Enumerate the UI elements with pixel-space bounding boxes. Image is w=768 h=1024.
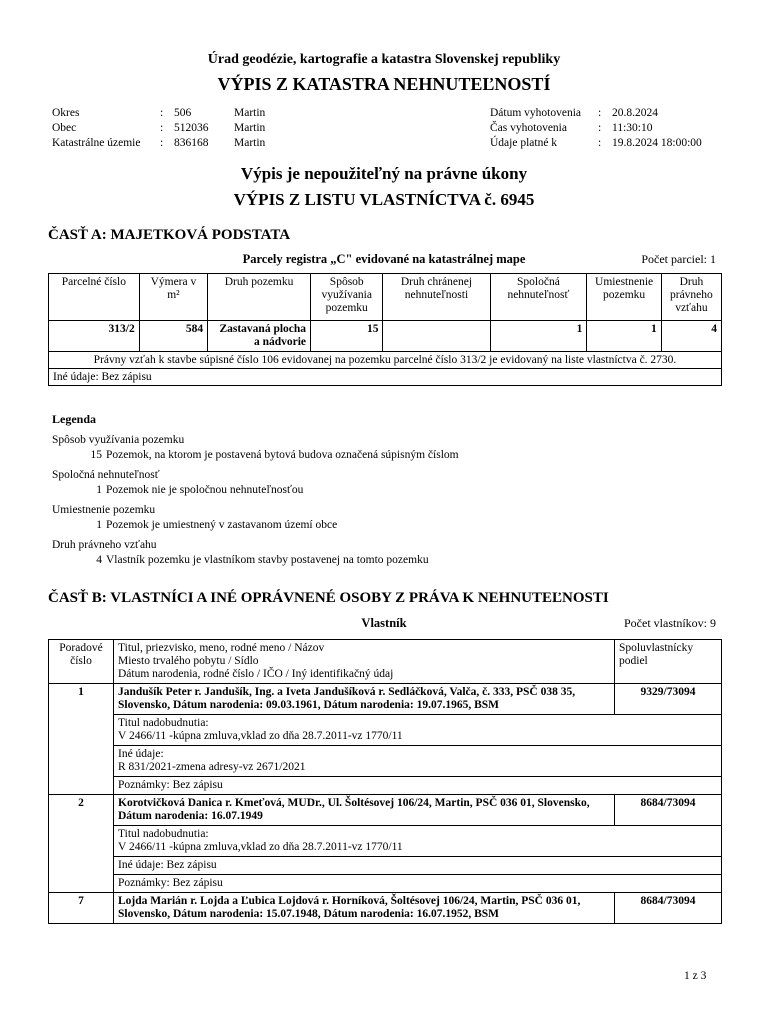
acquisition-label: Titul nadobudnutia: <box>118 828 209 840</box>
legal-note-row <box>49 352 722 369</box>
legend <box>52 412 459 568</box>
owner-no: 2 <box>49 795 114 893</box>
table-row <box>49 795 722 826</box>
acquisition-title <box>114 715 722 746</box>
owner-name: Korotvičková Danica r. Kmeťová, MUDr., Ul. Šoltésovej 106/24, Martin, PSČ 036 01, Slovensko, Dátum narodenia: 16.07.1949 <box>114 795 615 826</box>
meta-left-label-0: Okres <box>52 107 80 119</box>
meta-right-label-0: Dátum vyhotovenia <box>490 107 582 119</box>
meta-right-sep-2: : <box>598 137 602 149</box>
meta-left-name-0: Martin <box>234 107 266 119</box>
col-owner <box>114 640 615 684</box>
cell-relation: 4 <box>661 321 721 352</box>
col-protected: Druh chránenej nehnuteľnosti <box>383 274 490 321</box>
meta-left-code-2: 836168 <box>174 137 209 149</box>
legend-item <box>52 448 459 463</box>
meta-left-code-0: 506 <box>174 107 192 119</box>
meta-right-value-2: 19.8.2024 18:00:00 <box>612 137 702 149</box>
table-row <box>49 777 722 795</box>
owner-no: 1 <box>49 684 114 795</box>
col-share: Spoluvlastnícky podiel <box>615 640 722 684</box>
office-heading: Úrad geodézie, kartografie a katastra Slovenskej republiky <box>207 52 561 67</box>
col-location: Umiestnenie pozemku <box>587 274 661 321</box>
meta-right-label-2: Údaje platné k <box>490 137 558 149</box>
col-order: Poradové číslo <box>49 640 114 684</box>
parcel-count: Počet parciel: 1 <box>641 252 716 266</box>
legend-item <box>52 483 459 498</box>
col-owner-line2: Miesto trvalého pobytu / Sídlo <box>118 655 259 667</box>
table-row <box>49 746 722 777</box>
page-number: 1 z 3 <box>684 970 707 982</box>
legend-code: 4 <box>96 554 102 566</box>
owner-count: Počet vlastníkov: 9 <box>624 616 716 630</box>
meta-left-name-2: Martin <box>234 137 266 149</box>
meta-left-code-1: 512036 <box>174 122 209 134</box>
acquisition-label: Titul nadobudnutia: <box>118 717 209 729</box>
legend-label: Druh právneho vzťahu <box>52 539 157 551</box>
other-value: R 831/2021-zmena adresy-vz 2671/2021 <box>118 761 306 773</box>
table-row <box>49 826 722 857</box>
legend-code: 1 <box>96 484 102 496</box>
part-a-title: ČASŤ A: MAJETKOVÁ PODSTATA <box>48 227 291 243</box>
legend-code: 1 <box>96 519 102 531</box>
meta-right-sep-1: : <box>598 122 602 134</box>
other-row <box>49 369 722 386</box>
parcel-table <box>48 273 722 386</box>
col-type: Druh pozemku <box>208 274 311 321</box>
owner-table-header <box>49 640 722 684</box>
meta-right-value-1: 11:30:10 <box>612 122 653 134</box>
notes: Poznámky: Bez zápisu <box>114 777 722 795</box>
meta-left-sep-0: : <box>160 107 164 119</box>
part-b-subtitle: Vlastník <box>361 616 407 630</box>
owner-share: 9329/73094 <box>615 684 722 715</box>
acquisition-value: V 2466/11 -kúpna zmluva,vklad zo dňa 28.7.2011-vz 1770/11 <box>118 841 403 853</box>
col-owner-line3: Dátum narodenia, rodné číslo / IČO / Iný identifikačný údaj <box>118 668 394 680</box>
table-row <box>49 893 722 924</box>
meta-left-label-1: Obec <box>52 122 77 134</box>
acquisition-value: V 2466/11 -kúpna zmluva,vklad zo dňa 28.7.2011-vz 1770/11 <box>118 730 403 742</box>
part-a-subtitle: Parcely registra „C" evidované na katastrálnej mape <box>242 252 526 266</box>
legal-note: Právny vzťah k stavbe súpisné číslo 106 evidovanej na pozemku parcelné číslo 313/2 je evidovaný na liste vlastníctva č. 2730. <box>49 352 722 369</box>
legend-text: Vlastník pozemku je vlastníkom stavby postavenej na tomto pozemku <box>106 554 429 566</box>
notice-title: Výpis je nepoužiteľný na právne úkony <box>240 164 528 183</box>
meta-left-name-1: Martin <box>234 122 266 134</box>
document-title: VÝPIS Z KATASTRA NEHNUTEĽNOSTÍ <box>217 74 551 94</box>
meta-right-sep-0: : <box>598 107 602 119</box>
meta-right-label-1: Čas vyhotovenia <box>490 122 567 134</box>
col-owner-line1: Titul, priezvisko, meno, rodné meno / Názov <box>118 642 325 654</box>
legend-text: Pozemok je umiestnený v zastavanom území obce <box>106 519 338 531</box>
col-relation: Druh právneho vzťahu <box>661 274 721 321</box>
legend-text: Pozemok nie je spoločnou nehnuteľnosťou <box>106 484 304 496</box>
legend-code: 15 <box>90 449 102 461</box>
other-data: Iné údaje: Bez zápisu <box>49 369 722 386</box>
col-common: Spoločná nehnuteľnosť <box>490 274 587 321</box>
lv-title: VÝPIS Z LISTU VLASTNÍCTVA č. 6945 <box>233 190 535 209</box>
meta-left-label-2: Katastrálne územie <box>52 137 141 149</box>
meta-left-sep-2: : <box>160 137 164 149</box>
cell-type: Zastavaná plocha a nádvorie <box>208 321 311 352</box>
owner-share: 8684/73094 <box>615 795 722 826</box>
owner-name: Lojda Marián r. Lojda a Ľubica Lojdová r. Horníková, Šoltésovej 106/24, Martin, PSČ 036 01, Slovensko, Dátum narodenia: 15.07.1948, Dátum narodenia: 16.07.1952, BSM <box>114 893 615 924</box>
table-row <box>49 321 722 352</box>
legend-text: Pozemok, na ktorom je postavená bytová budova označená súpisným číslom <box>106 449 459 461</box>
legend-label: Spoločná nehnuteľnosť <box>52 469 160 481</box>
owner-share: 8684/73094 <box>615 893 722 924</box>
acquisition-title <box>114 826 722 857</box>
cell-common: 1 <box>490 321 587 352</box>
owner-no: 7 <box>49 893 114 924</box>
other-data: Iné údaje: Bez zápisu <box>114 857 722 875</box>
cell-area: 584 <box>139 321 207 352</box>
col-parcel: Parcelné číslo <box>49 274 140 321</box>
part-b-title: ČASŤ B: VLASTNÍCI A INÉ OPRÁVNENÉ OSOBY Z PRÁVA K NEHNUTEĽNOSTI <box>48 590 609 606</box>
cell-location: 1 <box>587 321 661 352</box>
cell-parcel: 313/2 <box>49 321 140 352</box>
legend-item <box>52 553 459 568</box>
other-label: Iné údaje: <box>118 748 164 760</box>
legend-title: Legenda <box>52 412 97 426</box>
legend-label: Spôsob využívania pozemku <box>52 434 185 446</box>
parcel-table-header <box>49 274 722 321</box>
other-data <box>114 746 722 777</box>
table-row <box>49 857 722 875</box>
legend-item <box>52 518 459 533</box>
meta-left-sep-1: : <box>160 122 164 134</box>
notes: Poznámky: Bez zápisu <box>114 875 722 893</box>
cell-protected <box>383 321 490 352</box>
owner-name: Jandušík Peter r. Jandušík, Ing. a Iveta Jandušíková r. Sedláčková, Valča, č. 333, PSČ 038 35, Slovensko, Dátum narodenia: 09.03.1961, Dátum narodenia: 19.07.1965, BSM <box>114 684 615 715</box>
cell-usage: 15 <box>311 321 383 352</box>
table-row <box>49 875 722 893</box>
legend-label: Umiestnenie pozemku <box>52 504 156 516</box>
owner-table <box>48 639 722 924</box>
meta-right-value-0: 20.8.2024 <box>612 107 658 119</box>
table-row <box>49 684 722 715</box>
col-area: Výmera v m² <box>139 274 207 321</box>
table-row <box>49 715 722 746</box>
col-usage: Spôsob využívania pozemku <box>311 274 383 321</box>
